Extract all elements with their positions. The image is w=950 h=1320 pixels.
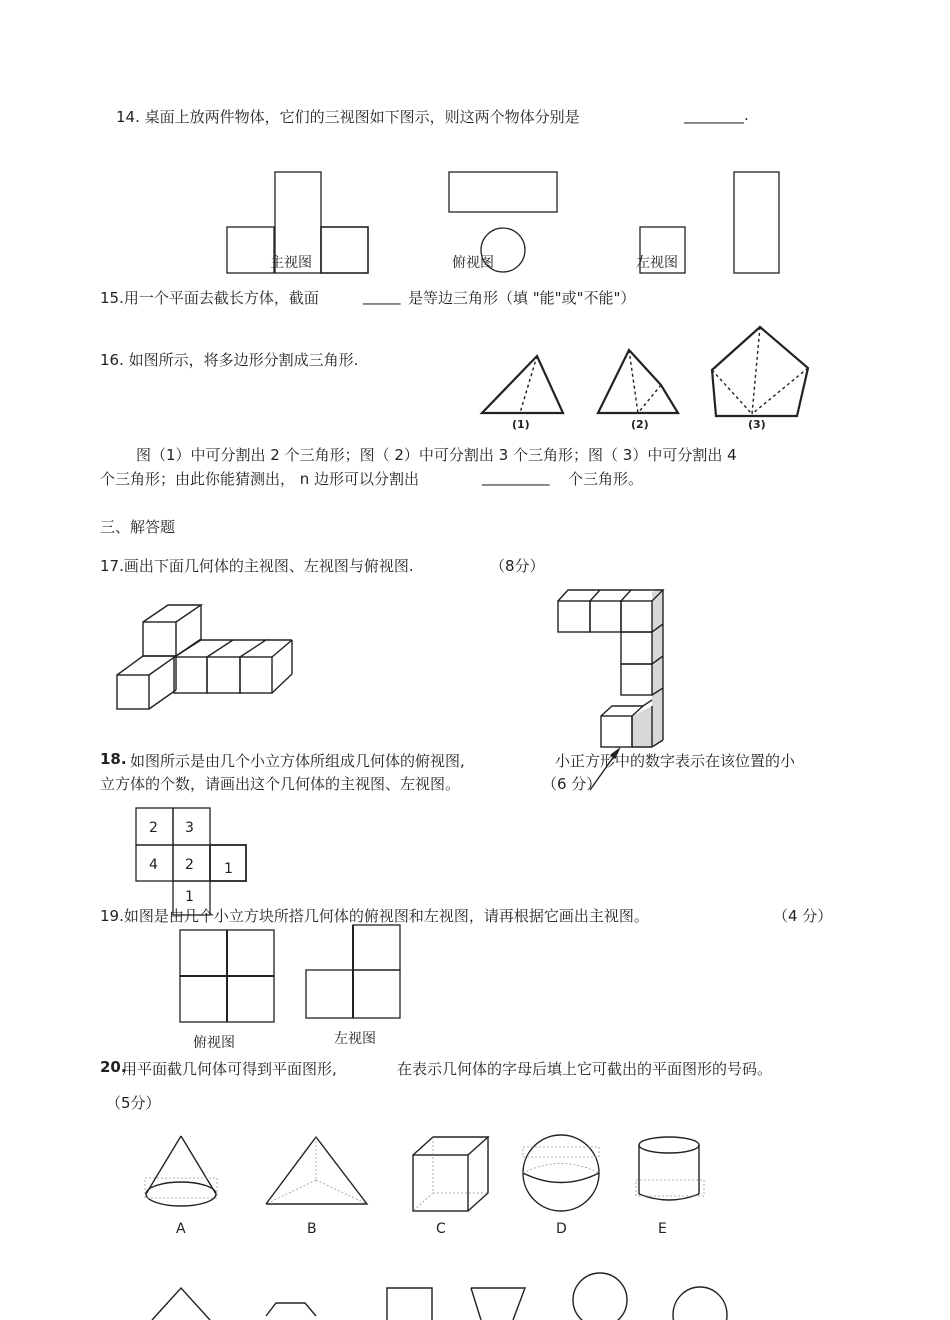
q14-top-label: 俯视图: [452, 255, 494, 271]
q14-text: 14. 桌面上放两件物体，它们的三视图如下图示，则这两个物体分别是: [116, 108, 580, 126]
q18-cell-3: 3: [185, 820, 194, 836]
q18-text-b: 小正方形中的数字表示在该位置的小: [555, 752, 796, 770]
solid-label-d: D: [556, 1221, 567, 1237]
q18-cell-4: 4: [149, 857, 158, 873]
q16-fig3-label: (3): [748, 418, 766, 431]
q20-number: 20.: [100, 1058, 127, 1076]
solid-label-e: E: [658, 1221, 667, 1237]
q16-line2-blank: _________: [482, 468, 550, 486]
q16-line2a: 个三角形；由此你能猜测出， n 边形可以分割出: [100, 470, 420, 488]
q18-line2: 立方体的个数，请画出这个几何体的主视图、左视图。: [100, 775, 461, 793]
q19-left-label: 左视图: [334, 1031, 376, 1047]
q18-cell-1b: 1: [185, 889, 194, 905]
solid-label-c: C: [436, 1221, 446, 1237]
q18-cell-2: 2: [149, 820, 158, 836]
q18-text-a: 如图所示是由几个小立方体所组成几何体的俯视图,: [130, 752, 465, 770]
q14-blank: ________.: [684, 106, 749, 124]
q15-suffix: 是等边三角形（填 "能"或"不能"）: [408, 289, 636, 307]
q20-text-a: 用平面截几何体可得到平面图形,: [122, 1060, 337, 1078]
q14-left-label: 左视图: [636, 255, 678, 271]
solid-label-a: A: [176, 1221, 186, 1237]
q16-fig2-label: (2): [631, 418, 649, 431]
q18-cell-2b: 2: [185, 857, 194, 873]
q19-score: （4 分）: [773, 907, 833, 925]
q18-number: 18.: [100, 750, 127, 768]
q16-fig1-label: (1): [512, 418, 530, 431]
q14-front-label: 主视图: [270, 255, 312, 271]
section-heading: 三、解答题: [100, 518, 176, 536]
q18-score: （6 分）: [542, 775, 602, 793]
q16-line2b: 个三角形。: [568, 470, 644, 488]
q19-top-label: 俯视图: [193, 1035, 235, 1051]
q19-text: 19.如图是由几个小立方块所搭几何体的俯视图和左视图，请再根据它画出主视图。: [100, 907, 649, 925]
q16-line1: 图（1）中可分割出 2 个三角形；图（ 2）中可分割出 3 个三角形；图（ 3）中可分割出 4: [136, 446, 737, 464]
q16-text: 16. 如图所示，将多边形分割成三角形.: [100, 351, 359, 369]
q18-cell-1a: 1: [224, 861, 233, 877]
solid-label-b: B: [307, 1221, 317, 1237]
q17-score: （8分）: [490, 557, 545, 575]
q17-text: 17.画出下面几何体的主视图、左视图与俯视图.: [100, 557, 414, 575]
q20-text-b: 在表示几何体的字母后填上它可截出的平面图形的号码。: [397, 1060, 773, 1078]
q15-prefix: 15.用一个平面去截长方体，截面: [100, 289, 319, 307]
q15-blank: _____: [363, 287, 401, 305]
q20-score: （5分）: [106, 1094, 161, 1112]
